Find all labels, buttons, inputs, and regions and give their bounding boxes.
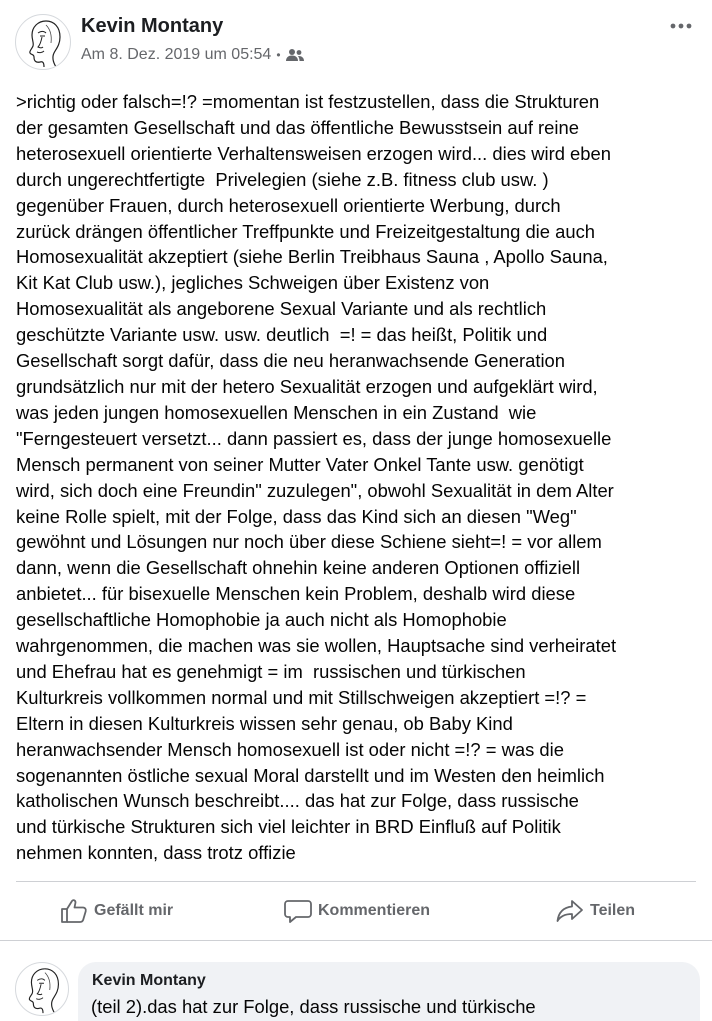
post-timestamp[interactable]: Am 8. Dez. 2019 um 05:54 <box>81 46 272 63</box>
more-options-button[interactable] <box>664 12 698 40</box>
post-header <box>0 0 712 80</box>
comment-label: Kommentieren <box>318 902 431 919</box>
action-bar <box>16 882 696 940</box>
thumbs-up-icon <box>60 898 88 924</box>
comment-text: (teil 2).das hat zur Folge, dass russische und türkische <box>91 996 536 1017</box>
like-button[interactable] <box>60 882 173 940</box>
comment-bubble <box>78 962 700 1021</box>
sketch-face-icon <box>16 15 71 70</box>
share-button[interactable] <box>556 882 635 940</box>
author-name[interactable]: Kevin Montany <box>81 15 224 37</box>
friends-icon[interactable] <box>286 48 304 62</box>
comment-author-name[interactable]: Kevin Montany <box>92 972 206 989</box>
share-icon <box>556 898 584 924</box>
more-dots-icon <box>670 23 692 29</box>
comment-button[interactable] <box>284 882 430 940</box>
sketch-face-icon <box>16 963 69 1016</box>
divider <box>0 940 712 941</box>
meta-separator: • <box>276 48 281 62</box>
author-avatar[interactable] <box>15 14 71 70</box>
like-label: Gefällt mir <box>94 902 174 919</box>
comment-icon <box>284 898 312 924</box>
post-text: >richtig oder falsch=!? =momentan ist festzustellen, dass die Strukturen der gesamten Gesellschaft und das öffentliche Bewusstsein auf reine heterosexuell orientierte Verhaltensweisen erzogen wird... dies wird eben durch ungerechtfertigte Privelegien (siehe z.B. fitness club usw. ) gegenüber Frauen, durch heterosexuell orientierte Werbung, durch zurück drängen öffentlicher Treffpunkte und Freizeitgestaltung die auch Homosexualität akzeptiert (siehe Berlin Treibhaus Sauna , Apollo Sauna, Kit Kat Club usw.), jegliches Schweigen über Existenz von Homosexualität als angeborene Sexual Variante und als rechtlich geschützte Variante usw. usw. deutlich =! = das heißt, Politik und Gesellschaft sorgt dafür, dass die neu heranwachsende Generation grundsätzlich nur mit der hetero Sexualität erzogen und aufgeklärt wird, was jeden jungen homosexuellen Menschen in ein Zustand wie "Ferngesteuert versetzt... dann passiert es, dass der junge homosexuelle Mensch permanent von seiner Mutter Vater Onkel Tante usw. genötigt wird, sich doch eine Freundin" zuzulegen", obwohl Sexualität in dem Alter keine Rolle spielt, mit der Folge, dass das Kind sich an diesen "Weg" gewöhnt und Lösungen nur noch über diese Schiene sieht=! = vor allem dann, wenn die Gesellschaft ohnehin keine anderen Optionen offiziell anbietet... für bisexuelle Menschen kein Problem, deshalb wird diese gesellschaftliche Homophobie ja auch nicht als Homophobie wahrgenommen, die machen was sie wollen, Hauptsache sind verheiratet und Ehefrau hat es genehmigt = im russischen und türkischen Kulturkreis vollkommen normal und mit Stillschweigen akzeptiert =!? = Eltern in diesen Kulturkreis wissen sehr genau, ob Baby Kind heranwachsender Mensch homosexuell ist oder nicht =!? = was die sogenannten östliche sexual Moral darstellt und im Westen den heimlich katholischen Wunsch beschreibt.... das hat zur Folge, dass russische und türkische Strukturen sich viel leichter in BRD Einfluß auf Politik nehmen konnten, dass trotz offizie <box>16 91 617 864</box>
share-label: Teilen <box>590 902 636 919</box>
post-meta <box>81 45 304 65</box>
comment-author-avatar[interactable] <box>15 962 69 1016</box>
